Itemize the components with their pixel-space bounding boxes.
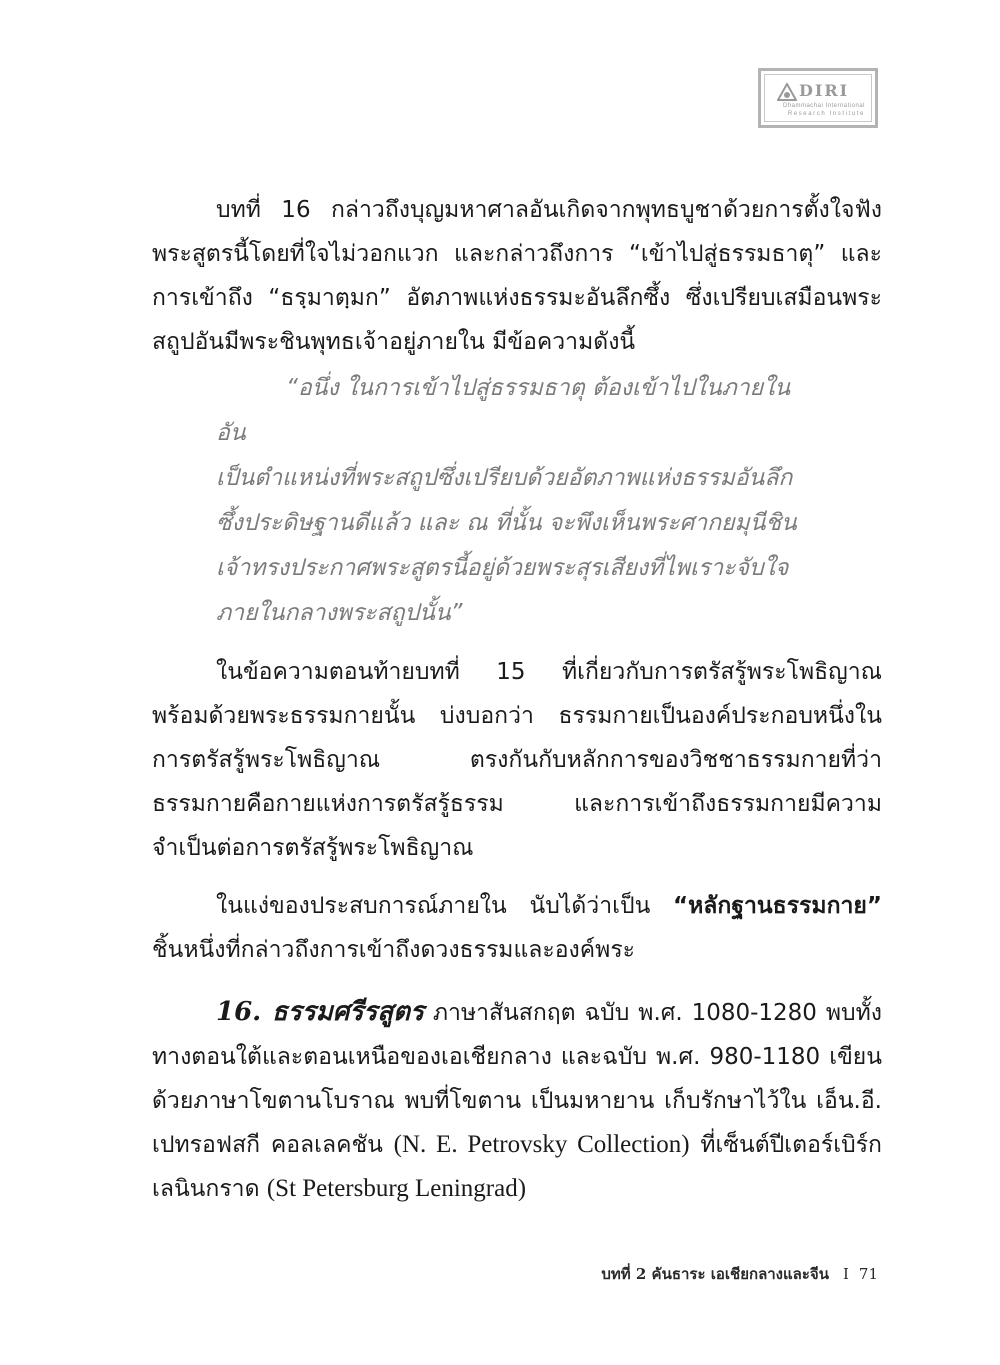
logo-frame (764, 74, 872, 122)
sutra-location-name: (St Petersburg Leningrad) (266, 1175, 527, 1202)
page-number: 71 (858, 1265, 878, 1283)
sutra-text-1: ภาษาสันสกฤต ฉบับ พ.ศ. 1080-1280 พบทั้งทางตอนใต้และตอนเหนือของเอเชียกลาง และฉบับ พ.ศ. 980-1180 เขียนด้วยภาษาโขตานโบราณ พบที่โขตาน เป็นมหายาน เก็บรักษาไว้ใน เอ็น.อี. เปทรอฟสกี คอลเลคชัน (152, 1000, 882, 1158)
footer-separator: I (842, 1265, 849, 1283)
sutra-text-2: ที่เซ็นต์ปีเตอร์เบิร์ก เลนินกราด (152, 1132, 882, 1202)
paragraph-evidence (152, 884, 882, 972)
evidence-bold-term: “หลักฐานธรรมกาย” (673, 893, 882, 919)
evidence-text-after: ชิ้นหนึ่งที่กล่าวถึงการเข้าถึงดวงธรรมและองค์พระ (152, 937, 636, 963)
logo-subtitle-line2: Research Institute (787, 111, 865, 117)
paragraph-chapter16: บทที่ 16 กล่าวถึงบุญมหาศาลอันเกิดจากพุทธบูชาด้วยการตั้งใจฟังพระสูตรนี้โดยที่ใจไม่วอกแวก และกล่าวถึงการ “เข้าไปสู่ธรรมธาตุ” และการเข้าถึง “ธรฺมาตฺมก” อัตภาพแห่งธรรมะอันลึกซึ้ง ซึ่งเปรียบเสมือนพระสถูปอันมีพระชินพุทธเจ้าอยู่ภายใน มีข้อความดังนี้ (152, 197, 882, 355)
footer-chapter-title: บทที่ 2 คันธาระ เอเชียกลางและจีน (601, 1265, 829, 1283)
quote-body: เป็นตำแหน่งที่พระสถูปซึ่งเปรียบด้วยอัตภาพแห่งธรรมอันลึกซึ้งประดิษฐานดีแล้ว และ ณ ที่นั้น จะพึงเห็นพระศากยมุนีชินเจ้าทรงประกาศพระสูตรนี้อยู่ด้วยพระสุรเสียงที่ไพเราะจับใจภายในกลางพระสถูปนั้น” (216, 465, 797, 626)
quote-first-line: “อนึ่ง ในการเข้าไปสู่ธรรมธาตุ ต้องเข้าไปในภายใน อัน (216, 375, 791, 446)
triangle-emblem-icon (777, 83, 797, 101)
sutra-heading: 16. ธรรมศรีรสูตร (216, 997, 424, 1027)
paragraph-sutra-16 (152, 990, 882, 1211)
page-body (152, 188, 882, 1211)
diri-logo (758, 68, 878, 128)
sutra-collection-name: (N. E. Petrovsky Collection) (393, 1131, 690, 1158)
scripture-quote (216, 364, 814, 636)
page-footer (601, 1262, 878, 1286)
paragraph-enlightenment: ในข้อความตอนท้ายบทที่ 15 ที่เกี่ยวกับการตรัสรู้พระโพธิญาณ พร้อมด้วยพระธรรมกายนั้น บ่งบอกว่า ธรรมกายเป็นองค์ประกอบหนึ่งในการตรัสรู้พระโพธิญาณ ตรงกันกับหลักการของวิชชาธรรมกายที่ว่า ธรรมกายคือกายแห่งการตรัสรู้ธรรม และการเข้าถึงธรรมกายมีความจำเป็นต่อการตรัสรู้พระโพธิญาณ (152, 659, 882, 861)
evidence-text-before: ในแง่ของประสบการณ์ภายใน นับได้ว่าเป็น (216, 893, 674, 919)
logo-subtitle-line1: Dhammachai International (782, 103, 865, 109)
logo-title: DIRI (799, 81, 850, 100)
